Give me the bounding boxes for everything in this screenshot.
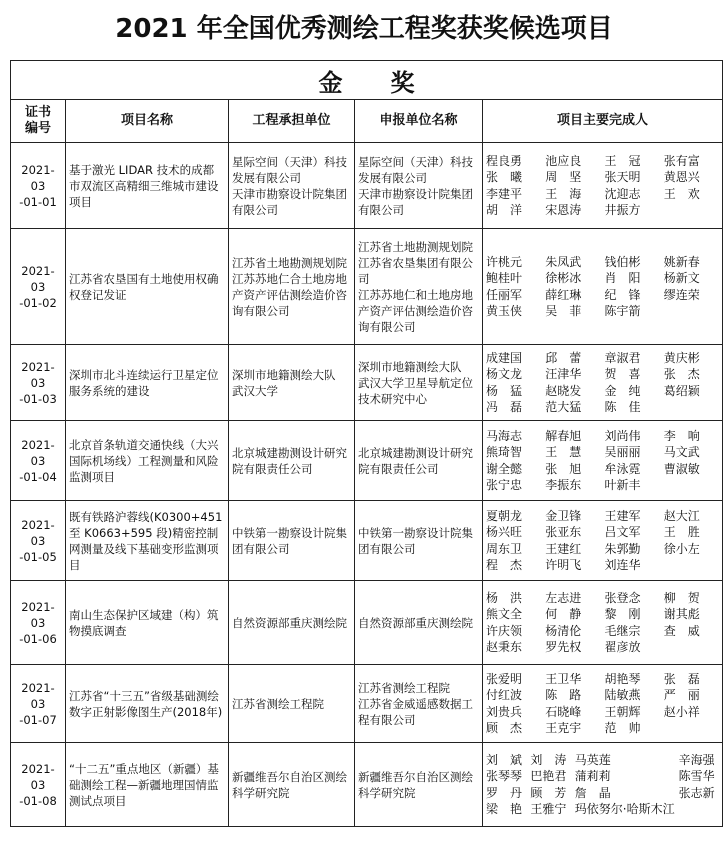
person-name: 张登念 [604,590,641,605]
person-name: 宋恩涛 [545,203,582,217]
person-name: 缪连荣 [663,287,700,302]
person-name: 何 静 [545,607,582,621]
person-name: 罗 丹 [486,785,523,800]
person-name: 薛红琳 [545,287,582,302]
person-name: 张有富 [663,153,700,168]
header-undertaker: 工程承担单位 [229,100,355,143]
person-name: 徐彬冰 [545,271,582,285]
person-name: 蒲莉莉 [574,769,611,783]
table-row [11,143,723,229]
applicant-cell: 北京城建勘测设计研究院有限责任公司 [355,421,483,501]
person-name: 王 慧 [545,445,582,459]
person-name: 柳 贺 [663,590,700,605]
undertaker-cell: 中铁第一勘察设计院集团有限公司 [229,501,355,581]
person-name: 谢全懿 [486,461,523,476]
person-name: 王朝辉 [604,704,641,719]
awards-table [10,60,723,827]
cert-number-cell: 2021-03 -01-02 [11,229,66,345]
person-name: 周 坚 [545,170,582,184]
person-name: 赵小祥 [663,704,700,719]
person-name: 李 响 [663,428,700,443]
people-cell [483,421,723,501]
person-name: 谢其彪 [663,607,700,621]
table-row [11,421,723,501]
section-header-row [11,61,723,100]
person-name: 赵晓发 [545,383,582,398]
table-body [11,143,723,827]
applicant-cell: 江苏省测绘工程院 江苏省金威遥感数据工程有限公司 [355,665,483,743]
undertaker-cell: 深圳市地籍测绘大队 武汉大学 [229,345,355,421]
people-cell [483,743,723,827]
person-name: 马英莲 [574,752,611,767]
person-name: 梁 艳 [486,802,523,816]
table-row [11,345,723,421]
person-name: 任丽军 [486,287,523,302]
person-name: 张志新 [678,785,715,800]
person-name: 姚新春 [663,254,700,269]
person-name: 王 海 [545,186,582,201]
project-name-cell: 既有铁路沪蓉线(K0300+451至 K0663+595 段)精密控制网测量及线下基础变形监测项目 [66,501,229,581]
person-name: 左志进 [545,590,582,605]
person-name: 石晓峰 [545,704,582,719]
person-name: 杨兴旺 [486,525,523,539]
people-grid [486,671,719,737]
person-name: 顾 杰 [486,721,523,735]
undertaker-cell: 新疆维吾尔自治区测绘科学研究院 [229,743,355,827]
people-cell [483,143,723,229]
person-name: 张天明 [604,170,641,184]
person-name: 王 胜 [663,525,700,539]
person-name: 杨清伦 [545,623,582,638]
person-name: 张 曦 [486,170,523,184]
person-name: 查 威 [663,623,700,638]
header-applicant: 申报单位名称 [355,100,483,143]
person-name: 朱郭勤 [604,541,641,556]
person-name: 马文武 [663,445,700,459]
table-row [11,501,723,581]
people-grid [486,428,719,494]
person-name: 李建平 [486,186,523,201]
person-name: 杨 洪 [486,590,523,605]
person-name: 吴 菲 [545,304,582,318]
person-name: 王建军 [604,508,641,523]
undertaker-cell: 自然资源部重庆测绘院 [229,581,355,665]
person-name: 范 帅 [604,721,641,735]
person-name: 牟泳霓 [604,461,641,476]
person-name: 程 杰 [486,558,523,572]
person-name: 成建国 [486,350,523,365]
project-name-cell: 江苏省“十三五”省级基础测绘数字正射影像图生产(2018年) [66,665,229,743]
person-name: 王雅宁 [530,802,567,816]
person-name: 范大猛 [545,400,582,414]
person-name: 章淑君 [604,350,641,365]
project-name-cell: 江苏省农垦国有土地使用权确权登记发证 [66,229,229,345]
person-name: 吕文军 [604,525,641,539]
header-cert-number: 证书 编号 [11,100,66,143]
person-name: 冯 磊 [486,400,523,414]
people-grid [486,153,719,219]
person-name: 毛继宗 [604,623,641,638]
person-name: 井振方 [604,203,641,217]
table-row [11,665,723,743]
person-name: 贺 喜 [604,367,641,381]
person-name: 张 杰 [663,367,700,381]
project-name-cell: “十二五”重点地区（新疆）基础测绘工程—新疆地理国情监测试点项目 [66,743,229,827]
person-name: 赵大江 [663,508,700,523]
person-name: 徐小左 [663,541,700,556]
person-name: 王卫华 [545,671,582,686]
person-name: 刘 斌 [486,752,523,767]
person-name: 朱凤武 [545,254,582,269]
person-name: 黄庆彬 [663,350,700,365]
applicant-cell: 中铁第一勘察设计院集团有限公司 [355,501,483,581]
person-name: 解春旭 [545,428,582,443]
person-name: 熊琦智 [486,445,523,459]
person-name: 刘尚伟 [604,428,641,443]
person-name: 葛绍颖 [663,383,700,398]
people-grid [486,590,719,656]
person-name: 沈迎志 [604,186,641,201]
person-name: 陆敏燕 [604,688,641,702]
person-name: 程良勇 [486,153,523,168]
table-row [11,229,723,345]
people-cell [483,581,723,665]
header-people: 项目主要完成人 [483,100,723,143]
project-name-cell: 南山生态保护区域建（构）筑物摸底调查 [66,581,229,665]
header-project-name: 项目名称 [66,100,229,143]
column-header-row [11,100,723,143]
person-name: 陈 路 [545,688,582,702]
person-name: 金卫锋 [545,508,582,523]
person-name: 许庆领 [486,623,523,638]
awards-table-container [10,60,722,859]
people-grid [486,752,719,818]
people-grid [486,508,719,574]
person-name: 付红波 [486,688,523,702]
person-name: 胡 洋 [486,203,523,217]
project-name-cell: 基于激光 LIDAR 技术的成都市双流区高精细三维城市建设项目 [66,143,229,229]
person-name: 许明飞 [545,558,582,572]
person-name: 辛海强 [678,752,715,767]
person-name: 鲍桂叶 [486,271,523,285]
person-name: 周东卫 [486,541,523,556]
person-name: 熊文全 [486,607,523,621]
project-name-cell: 深圳市北斗连续运行卫星定位服务系统的建设 [66,345,229,421]
project-name-cell: 北京首条轨道交通快线（大兴国际机场线）工程测量和风险监测项目 [66,421,229,501]
person-name: 张亚东 [545,525,582,539]
person-name: 黎 刚 [604,607,641,621]
person-name: 詹 晶 [574,785,611,800]
people-cell [483,345,723,421]
cert-number-cell: 2021-03 -01-03 [11,345,66,421]
person-name: 黄恩兴 [663,170,700,184]
person-name: 邱 蕾 [545,350,582,365]
person-name: 张宁忠 [486,478,523,492]
person-name: 马海志 [486,428,523,443]
person-name: 李振东 [545,478,582,492]
person-name: 张爱明 [486,671,523,686]
person-name: 叶新丰 [604,478,641,492]
people-grid [486,254,719,320]
people-grid [486,350,719,416]
person-name: 陈雪华 [678,769,715,783]
undertaker-cell: 江苏省土地勘测规划院 江苏苏地仁合土地房地产资产评估测绘造价咨询有限公司 [229,229,355,345]
table-row [11,581,723,665]
person-name: 玛依努尔·哈斯木江 [574,802,675,816]
person-name: 刘贵兵 [486,704,523,719]
person-name: 巴艳君 [530,769,567,783]
person-name: 刘连华 [604,558,641,572]
undertaker-cell: 星际空间（天津）科技发展有限公司 天津市勘察设计院集团有限公司 [229,143,355,229]
cert-number-cell: 2021-03 -01-04 [11,421,66,501]
document-title: 2021 年全国优秀测绘工程奖获奖候选项目 [115,14,613,44]
undertaker-cell: 江苏省测绘工程院 [229,665,355,743]
section-title: 金奖 [11,61,723,100]
people-cell [483,665,723,743]
people-cell [483,229,723,345]
person-name: 钱伯彬 [604,254,641,269]
person-name: 王建红 [545,541,582,556]
person-name: 张 旭 [545,461,582,476]
person-name: 刘 涛 [530,752,567,767]
person-name: 陈 佳 [604,400,641,414]
person-name: 纪 锋 [604,287,641,302]
person-name: 肖 阳 [604,271,641,285]
cert-number-cell: 2021-03 -01-06 [11,581,66,665]
applicant-cell: 自然资源部重庆测绘院 [355,581,483,665]
person-name: 许桃元 [486,254,523,269]
people-cell [483,501,723,581]
person-name: 吴丽丽 [604,445,641,459]
person-name: 陈宇箭 [604,304,641,318]
person-name: 王 欢 [663,186,700,201]
person-name: 张琴琴 [486,769,523,783]
cert-number-cell: 2021-03 -01-08 [11,743,66,827]
table-row [11,743,723,827]
cert-number-cell: 2021-03 -01-07 [11,665,66,743]
person-name: 池应良 [545,153,582,168]
applicant-cell: 江苏省土地勘测规划院 江苏省农垦集团有限公司 江苏苏地仁和土地房地产资产评估测绘造价咨询有限公司 [355,229,483,345]
person-name: 金 纯 [604,383,641,398]
person-name: 杨新文 [663,271,700,285]
person-name: 夏朝龙 [486,508,523,523]
person-name: 王克宇 [545,721,582,735]
applicant-cell: 深圳市地籍测绘大队 武汉大学卫星导航定位技术研究中心 [355,345,483,421]
person-name: 黄玉侠 [486,304,523,318]
undertaker-cell: 北京城建勘测设计研究院有限责任公司 [229,421,355,501]
person-name: 罗先权 [545,640,582,654]
person-name: 张 磊 [663,671,700,686]
person-name: 杨 猛 [486,383,523,398]
person-name: 严 丽 [663,688,700,702]
person-name: 曹淑敏 [663,461,700,476]
applicant-cell: 新疆维吾尔自治区测绘科学研究院 [355,743,483,827]
person-name: 汪津华 [545,367,582,381]
applicant-cell: 星际空间（天津）科技发展有限公司 天津市勘察设计院集团有限公司 [355,143,483,229]
person-name: 王 冠 [604,153,641,168]
person-name: 杨文龙 [486,367,523,381]
person-name: 顾 芳 [530,785,567,800]
person-name: 翟彦放 [604,640,641,654]
person-name: 赵秉东 [486,640,523,654]
cert-number-cell: 2021-03 -01-01 [11,143,66,229]
cert-number-cell: 2021-03 -01-05 [11,501,66,581]
person-name: 胡艳琴 [604,671,641,686]
